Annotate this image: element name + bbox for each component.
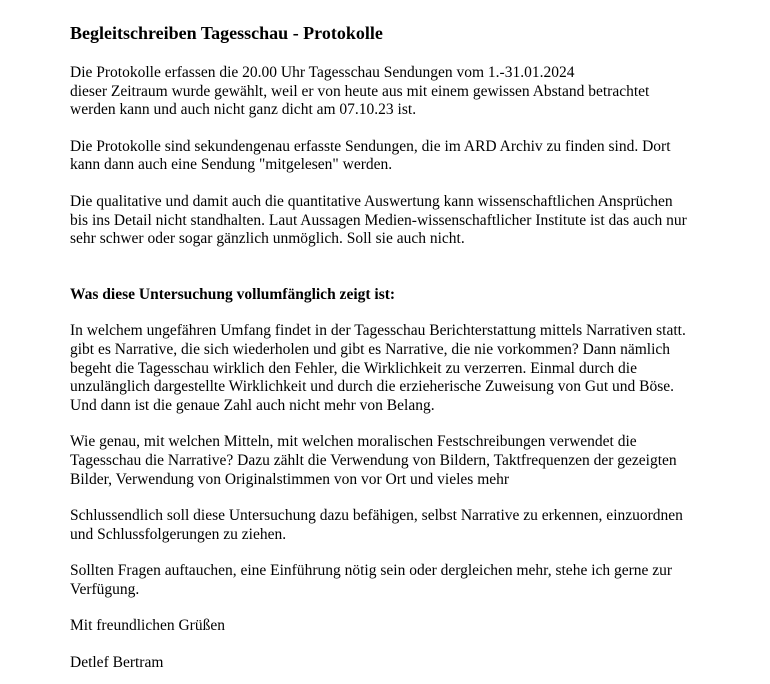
text-line: unzulänglich dargestellte Wirklichkeit und durch die erzieherische Zuweisung von Gut und Böse.: [70, 378, 675, 396]
text-line: Sollten Fragen auftauchen, eine Einführung nötig sein oder dergleichen mehr, stehe ich gerne zur: [70, 562, 673, 580]
text-line: Die Protokolle erfassen die 20.00 Uhr Tagesschau Sendungen vom 1.-31.01.2024: [70, 64, 575, 81]
text-line: begeht die Tagesschau wirklich den Fehler, die Wirklichkeit zu verzerren. Einmal durch die: [70, 359, 637, 377]
intro-paragraph-1: [70, 64, 714, 120]
body-paragraph-1: [70, 322, 714, 415]
closing-line: Mit freundlichen Grüßen: [70, 617, 225, 635]
section-heading: Was diese Untersuchung vollumfänglich zeigt ist:: [70, 285, 396, 303]
text-line: Bilder, Verwendung von Originalstimmen von vor Ort und vieles mehr: [70, 470, 510, 488]
text-line: Schlussendlich soll diese Untersuchung dazu befähigen, selbst Narrative zu erkennen, einzuordnen: [70, 507, 683, 525]
text-line: werden kann und auch nicht ganz dicht am 07.10.23 ist.: [70, 101, 417, 119]
text-line: In welchem ungefähren Umfang findet in der Tagesschau Berichterstattung mittels Narrativen statt.: [70, 322, 686, 340]
body-paragraph-2: [70, 433, 714, 489]
body-paragraph-3: [70, 507, 714, 544]
text-line: Und dann ist die genaue Zahl auch nicht mehr von Belang.: [70, 396, 435, 414]
text-line: Verfügung.: [70, 580, 140, 598]
intro-paragraph-3: [70, 193, 714, 249]
signature-name: Detlef Bertram: [70, 654, 164, 672]
text-line: kann dann auch eine Sendung "mitgelesen" werden.: [70, 156, 393, 174]
text-line: gibt es Narrative, die sich wiederholen und gibt es Narrative, die nie vorkommen? Dann nämlich: [70, 340, 671, 358]
text-line: bis ins Detail nicht standhalten. Laut Aussagen Medien-wissenschaftlicher Institute ist das auch nur: [70, 211, 687, 229]
text-line: und Schlussfolgerungen zu ziehen.: [70, 525, 287, 543]
text-line: Wie genau, mit welchen Mitteln, mit welchen moralischen Festschreibungen verwendet die: [70, 433, 637, 451]
intro-paragraph-2: [70, 138, 714, 175]
document-title: Begleitschreiben Tagesschau - Protokolle: [70, 23, 383, 43]
text-line: Die Protokolle sind sekundengenau erfasste Sendungen, die im ARD Archiv zu finden sind. Dort: [70, 137, 671, 155]
text-line: dieser Zeitraum wurde gewählt, weil er von heute aus mit einem gewissen Abstand betrachtet: [70, 82, 650, 100]
text-line: Tagesschau die Narrative? Dazu zählt die Verwendung von Bildern, Taktfrequenzen der gezeigten: [70, 451, 677, 469]
text-line: sehr schwer oder sogar gänzlich unmöglich. Soll sie auch nicht.: [70, 230, 465, 248]
body-paragraph-4: [70, 562, 714, 599]
text-line: Die qualitative und damit auch die quantitative Auswertung kann wissenschaftlichen Ansprüchen: [70, 192, 673, 210]
